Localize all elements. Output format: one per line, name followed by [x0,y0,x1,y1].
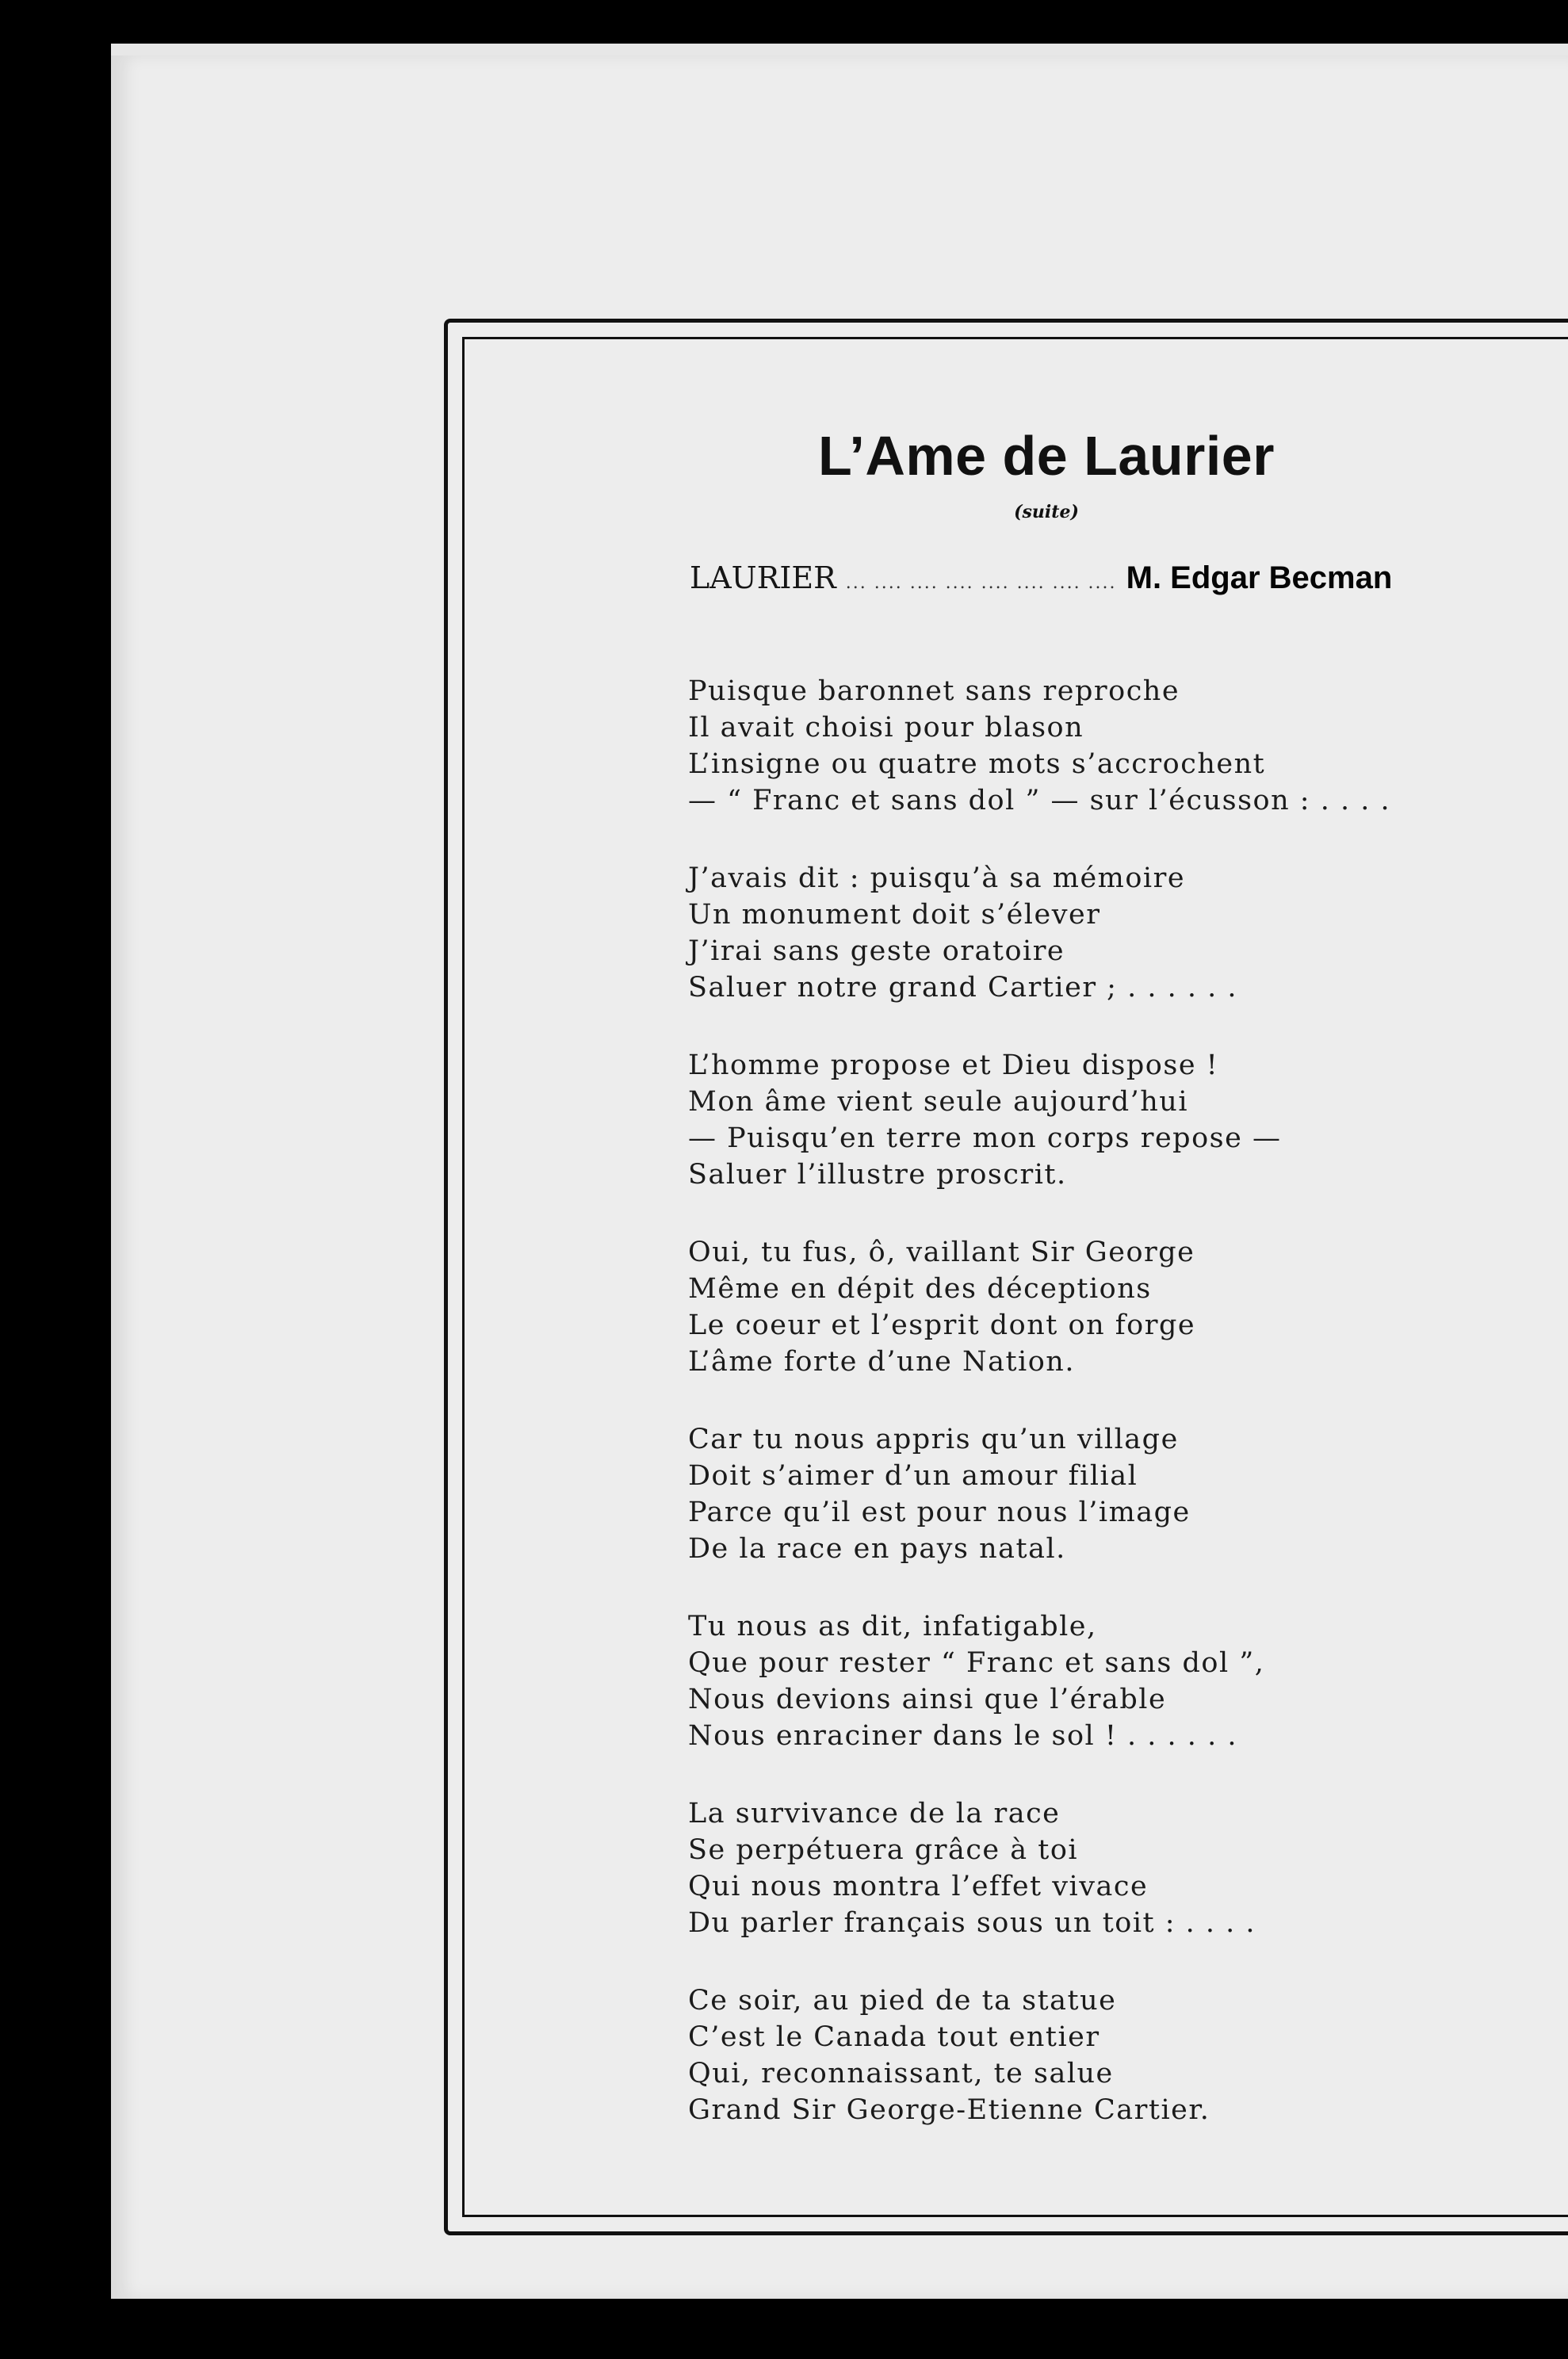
poem-line: Grand Sir George-Etienne Cartier. [688,2094,1210,2126]
poem-line: Il avait choisi pour blason [688,712,1084,744]
scanned-page [111,55,1568,2299]
poem-line: Doit s’aimer d’un amour filial [688,1460,1138,1492]
stanza [688,1047,1568,1193]
poem-line: — Puisqu’en terre mon corps repose — [688,1122,1282,1154]
page-content [448,323,1568,2231]
cast-line [690,560,1435,596]
cast-actor: M. Edgar Becman [1126,560,1393,595]
poem-line: Ce soir, au pied de ta statue [688,1985,1117,2017]
stanza [688,1234,1568,1380]
cast-leader-dots: ... .... .... .... .... .... .... .... [845,573,1117,593]
stanza [688,673,1568,819]
poem-line: La survivance de la race [688,1798,1061,1829]
poem-line: L’insigne ou quatre mots s’accrochent [688,748,1266,780]
poem-line: Qui, reconnaissant, te salue [688,2058,1114,2089]
poem-line: Parce qu’il est pour nous l’image [688,1497,1191,1528]
poem-line: Oui, tu fus, ô, vaillant Sir George [688,1237,1195,1268]
poem-line: Saluer notre grand Cartier ; . . . . . . [688,972,1237,1004]
poem-line: Du parler français sous un toit : . . . . [688,1907,1256,1939]
poem-line: Un monument doit s’élever [688,899,1101,931]
poem-line: Se perpétuera grâce à toi [688,1834,1079,1866]
poem-line: Puisque baronnet sans reproche [688,675,1180,707]
poem-line: Qui nous montra l’effet vivace [688,1871,1149,1902]
poem-line: Même en dépit des déceptions [688,1273,1152,1305]
poem-line: C’est le Canada tout entier [688,2021,1100,2053]
poem-line: — “ Franc et sans dol ” — sur l’écusson : . . . . [688,785,1391,816]
poem-line: Car tu nous appris qu’un village [688,1424,1179,1455]
stanza [688,1795,1568,1941]
poem-line: L’homme propose et Dieu dispose ! [688,1050,1219,1081]
poem-line: Nous devions ainsi que l’érable [688,1684,1167,1715]
poem-title: L’Ame de Laurier [818,425,1275,487]
cast-role: LAURIER [690,560,836,595]
poem-line: Nous enraciner dans le sol ! . . . . . . [688,1720,1237,1752]
poem-line: J’avais dit : puisqu’à sa mémoire [688,862,1186,894]
stanza [688,860,1568,1006]
poem-line: J’irai sans geste oratoire [688,935,1065,967]
stanza [688,1421,1568,1567]
poem-line: Le coeur et l’esprit dont on forge [688,1309,1196,1341]
poem-line: L’âme forte d’une Nation. [688,1346,1075,1378]
page-border-frame [444,319,1568,2235]
poem-line: Saluer l’illustre proscrit. [688,1159,1067,1191]
poem-line: De la race en pays natal. [688,1533,1066,1565]
poem-subtitle: (suite) [1014,502,1079,522]
poem-line: Tu nous as dit, infatigable, [688,1611,1097,1642]
poem-line: Que pour rester “ Franc et sans dol ”, [688,1647,1265,1679]
stanza [688,1608,1568,1754]
poem-body [688,673,1568,2170]
stanza [688,1982,1568,2128]
poem-line: Mon âme vient seule aujourd’hui [688,1086,1189,1118]
